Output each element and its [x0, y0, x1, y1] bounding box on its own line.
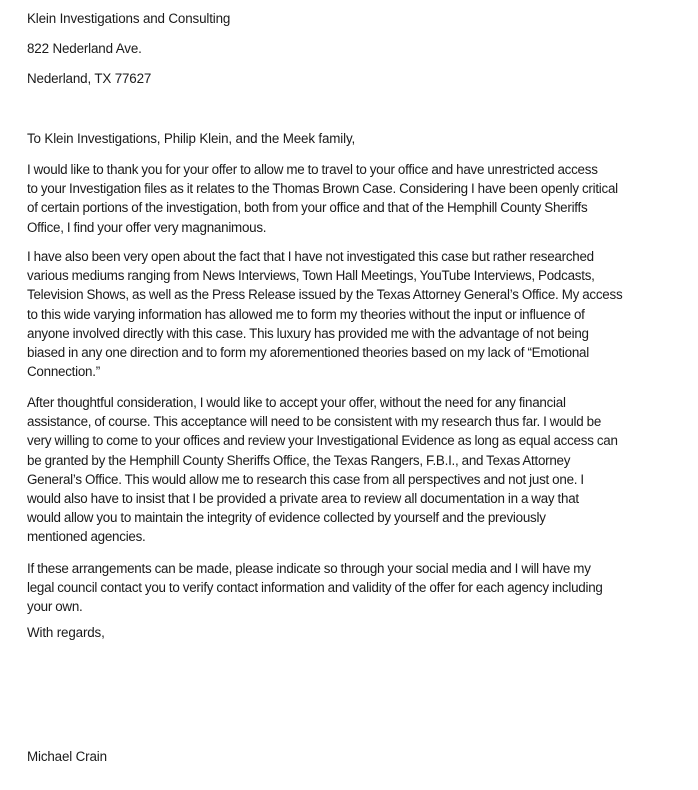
paragraph-line: biased in any one direction and to form my aforementioned theories based on my lack of “Emotional: [27, 345, 589, 361]
salutation: To Klein Investigations, Philip Klein, and the Meek family,: [27, 131, 356, 146]
paragraph-line: legal council contact you to verify contact information and validity of the offer for each agency including: [27, 580, 603, 596]
signature: Michael Crain: [27, 749, 107, 764]
letterhead-city-state-zip: Nederland, TX 77627: [27, 71, 152, 86]
paragraph-line: be granted by the Hemphill County Sheriffs Office, the Texas Rangers, F.B.I., and Texas Attorney: [27, 452, 571, 468]
paragraph-arrangements: [27, 559, 677, 617]
paragraph-line: Television Shows, as well as the Press Release issued by the Texas Attorney General’s Office. My access: [27, 287, 623, 303]
paragraph-line: I have also been very open about the fact that I have not investigated this case but rather researched: [27, 249, 594, 264]
paragraph-line: General’s Office. This would allow me to research this case from all perspectives and not just one. I: [27, 471, 584, 487]
paragraph-line: Connection.”: [27, 364, 100, 380]
paragraph-line: of certain portions of the investigation, both from your office and that of the Hemphill County Sheriffs: [27, 200, 588, 216]
paragraph-research: [27, 247, 677, 381]
paragraph-line: to this wide varying information has allowed me to form my theories without the input or influence of: [27, 306, 585, 322]
paragraph-line: your own.: [27, 599, 83, 615]
paragraph-line: various mediums ranging from News Interviews, Town Hall Meetings, YouTube Interviews, Podcasts,: [27, 268, 595, 284]
paragraph-line: to your Investigation files as it relates to the Thomas Brown Case. Considering I have been openly critical: [27, 181, 618, 197]
paragraph-acceptance: [27, 393, 677, 547]
paragraph-line: I would like to thank you for your offer to allow me to travel to your office and have unrestricted access: [27, 162, 598, 177]
paragraph-thanks: [27, 160, 677, 237]
paragraph-line: Office, I find your offer very magnanimous.: [27, 219, 267, 235]
letterhead-company: Klein Investigations and Consulting: [27, 11, 231, 26]
paragraph-line: would also have to insist that I be provided a private area to review all documentation in a way that: [27, 491, 579, 507]
closing: With regards,: [27, 625, 105, 640]
paragraph-line: anyone involved directly with this case. This luxury has provided me with the advantage of not being: [27, 325, 589, 341]
paragraph-line: would allow you to maintain the integrity of evidence collected by yourself and the previously: [27, 510, 546, 526]
paragraph-line: If these arrangements can be made, please indicate so through your social media and I will have my: [27, 561, 591, 576]
paragraph-line: mentioned agencies.: [27, 529, 146, 545]
letterhead-street: 822 Nederland Ave.: [27, 41, 142, 56]
paragraph-line: After thoughtful consideration, I would like to accept your offer, without the need for any financial: [27, 395, 566, 410]
paragraph-line: assistance, of course. This acceptance will need to be consistent with my research thus far. I would be: [27, 414, 602, 430]
paragraph-line: very willing to come to your offices and review your Investigational Evidence as long as equal access can: [27, 433, 618, 449]
